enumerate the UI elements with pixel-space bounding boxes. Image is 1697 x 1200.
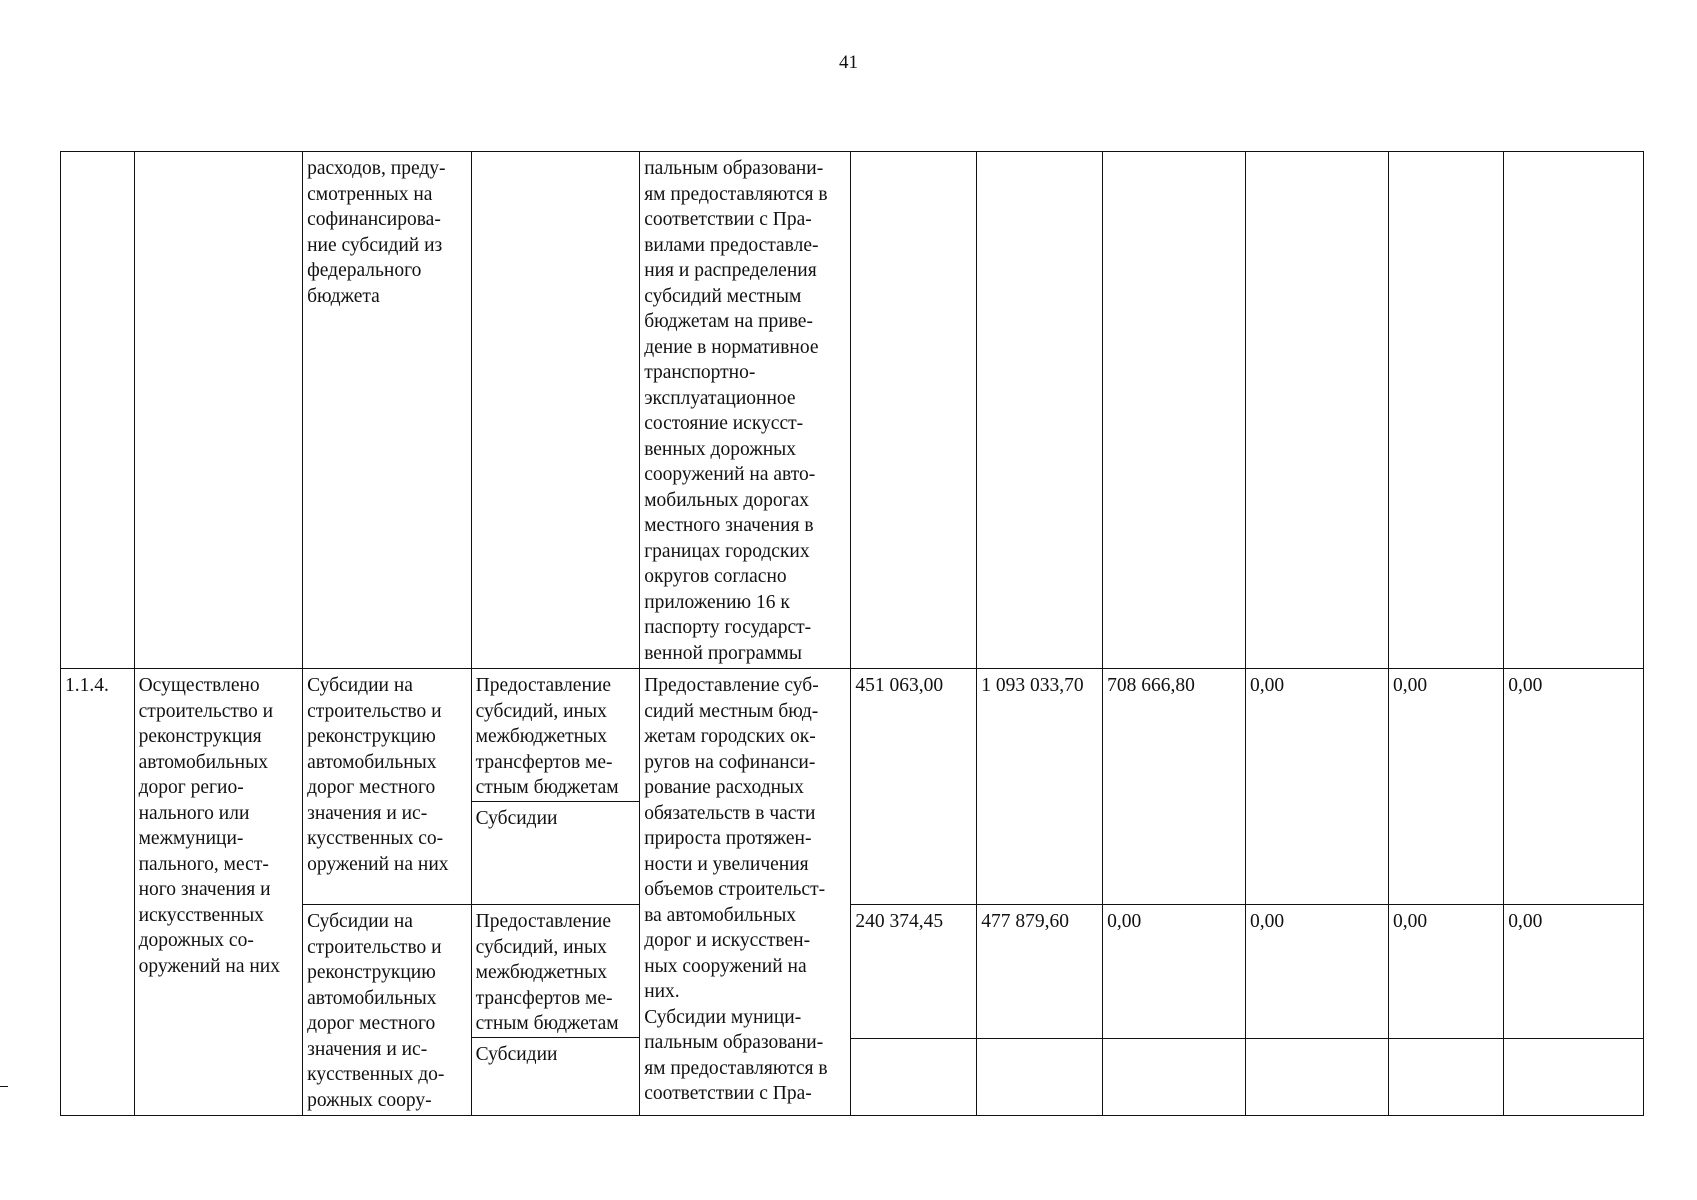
- subrow-1-type-sub: Субсидии: [472, 801, 640, 832]
- cont-description-text: пальным образовани- ям предоставляются в соответствии с Пра- вилами предоставле- ния и распределения субсидий местным бюджетам на приве- дение в нормативное транспортно- эксплуатационное состояние искусст- венных дорожных сооружений на авто- мобильных дорогах местного значения в границах городских округов согласно приложению 16 к паспорту государст- венной программы: [644, 158, 828, 664]
- subrow-1-value-5: 0,00: [1388, 669, 1503, 905]
- subrow-2-value-3: 0,00: [1103, 905, 1246, 1039]
- subrow-1-value-6: 0,00: [1504, 669, 1644, 905]
- item-subrow-1: [61, 669, 1644, 905]
- subrow-1-value-4: 0,00: [1246, 669, 1389, 905]
- cont-col-purpose: [303, 152, 472, 669]
- cont-purpose-text: расходов, преду- смотренных на софинансирова- ние субсидий из федерального бюджета: [307, 158, 446, 307]
- program-table: [60, 151, 1644, 1116]
- page-number: 41: [839, 52, 858, 73]
- subrow-1-type: Предоставление субсидий, иных межбюджетных трансфертов ме- стным бюджетам Субсидии: [471, 669, 640, 905]
- item-description: Предоставление суб- сидий местным бюд- жетам городских ок- ругов на софинанси- рование расходных обязательств в части прироста протяжен- ности и увеличения объемов строительст- ва автомобильных дорог и искусствен- ных сооружений на них. Субсидии муници- пальным образовани- ям предоставляются в соответствии с Пра-: [640, 669, 851, 1116]
- subrow-1-value-3: 708 666,80: [1103, 669, 1246, 905]
- cont-col-name: [134, 152, 303, 669]
- subrow-1-value-1: 451 063,00: [851, 669, 977, 905]
- subrow-2-value-2: 477 879,60: [977, 905, 1103, 1039]
- subrow-2-value-5: 0,00: [1388, 905, 1503, 1039]
- cont-col-description: [640, 152, 851, 669]
- margin-tick: [0, 1086, 8, 1087]
- subrow-2-purpose: Субсидии на строительство и реконструкцию автомобильных дорог местного значения и ис- кусственных до- рожных соору-: [303, 905, 472, 1116]
- subrow-2-value-6: 0,00: [1504, 905, 1644, 1039]
- subrow-2-value-1: 240 374,45: [851, 905, 977, 1039]
- subrow-2-type-sub: Субсидии: [472, 1037, 640, 1068]
- subrow-2-value-4: 0,00: [1246, 905, 1389, 1039]
- subrow-2-type: Предоставление субсидий, иных межбюджетных трансфертов ме- стным бюджетам Субсидии: [471, 905, 640, 1116]
- cont-col-type: [471, 152, 640, 669]
- continuation-row: [61, 152, 1644, 669]
- item-name: Осуществлено строительство и реконструкция автомобильных дорог регио- нального или межмуници- пального, мест- ного значения и искусственных дорожных со- оружений на них: [134, 669, 303, 1116]
- cont-col-number: [61, 152, 135, 669]
- item-number: 1.1.4.: [61, 669, 135, 1116]
- subrow-1-value-2: 1 093 033,70: [977, 669, 1103, 905]
- subrow-1-purpose: Субсидии на строительство и реконструкцию автомобильных дорог местного значения и ис- кусственных со- оружений на них: [303, 669, 472, 905]
